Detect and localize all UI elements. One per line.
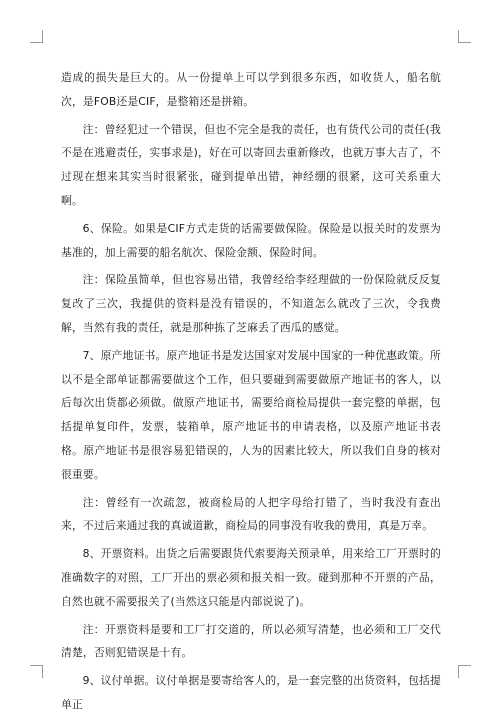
paragraph-invoicing-note: 注：开票资料是要和工厂打交道的，所以必须写清楚，也必须和工厂交代清楚，否则犯错误是十有。 — [61, 622, 441, 660]
crop-mark-bottom-right — [458, 665, 471, 678]
paragraph-certificate-of-origin: 7、原产地证书。原产地证书是发达国家对发展中国家的一种优惠政策。所以不是全部单证都需要做这个工作，但只要碰到需要做原产地证书的客人，以后每次出货都必须做。做原产地证书，需要给商检局提供一套完整的单据，包括提单复印件，发票，装箱单，原产地证书的申请表格，以及原产地证书表格。原产地证书是很容易犯错误的，人为的因素比较大，所以我们自身的核对很重要。 — [61, 348, 441, 481]
paragraph-negotiation-documents: 9、议付单据。议付单据是要寄给客人的，是一套完整的出货资料，包括提单正 — [61, 674, 441, 711]
paragraph-invoicing-info: 8、开票资料。出货之后需要跟货代索要海关预录单，用来给工厂开票时的准确数字的对照，工厂开出的票必须和报关相一致。碰到那种不开票的产品，自然也就不需要报关了(当然这只能是内部说说了)。 — [61, 547, 441, 608]
crop-mark-bottom-left — [30, 665, 43, 678]
paragraph-insurance: 6、保险。如果是CIF方式走货的话需要做保险。保险是以报关时的发票为基准的，加上需要的船名航次、保险金额、保险时间。 — [61, 221, 441, 259]
paragraph-bl-note: 注：曾经犯过一个错误，但也不完全是我的责任，也有货代公司的责任(我不是在逃避责任，实事求是)，好在可以寄回去重新修改，也就万事大吉了，不过现在想来其实当时很紧张，碰到提单出错，神经绷的很紧，这可关系重大啊。 — [61, 122, 441, 207]
paragraph-insurance-note: 注：保险虽简单，但也容易出错，我曾经给李经理做的一份保险就反反复复改了三次，我提供的资料是没有错误的，不知道怎么就改了三次，令我费解，当然有我的责任，就是那种拣了芝麻丢了西瓜的感觉。 — [61, 273, 441, 334]
paragraph-certificate-note: 注：曾经有一次疏忽，被商检局的人把字母给打错了，当时我没有查出来，不过后来通过我的真诚道歉，商检局的同事没有收我的费用，真是万幸。 — [61, 495, 441, 533]
paragraph-bl-continuation: 造成的损失是巨大的。从一份提单上可以学到很多东西，如收货人，船名航次，是FOB还是CIF，是整箱还是拼箱。 — [61, 71, 441, 108]
document-body — [61, 66, 441, 717]
crop-mark-top-right — [458, 30, 471, 43]
crop-mark-top-left — [30, 30, 43, 43]
